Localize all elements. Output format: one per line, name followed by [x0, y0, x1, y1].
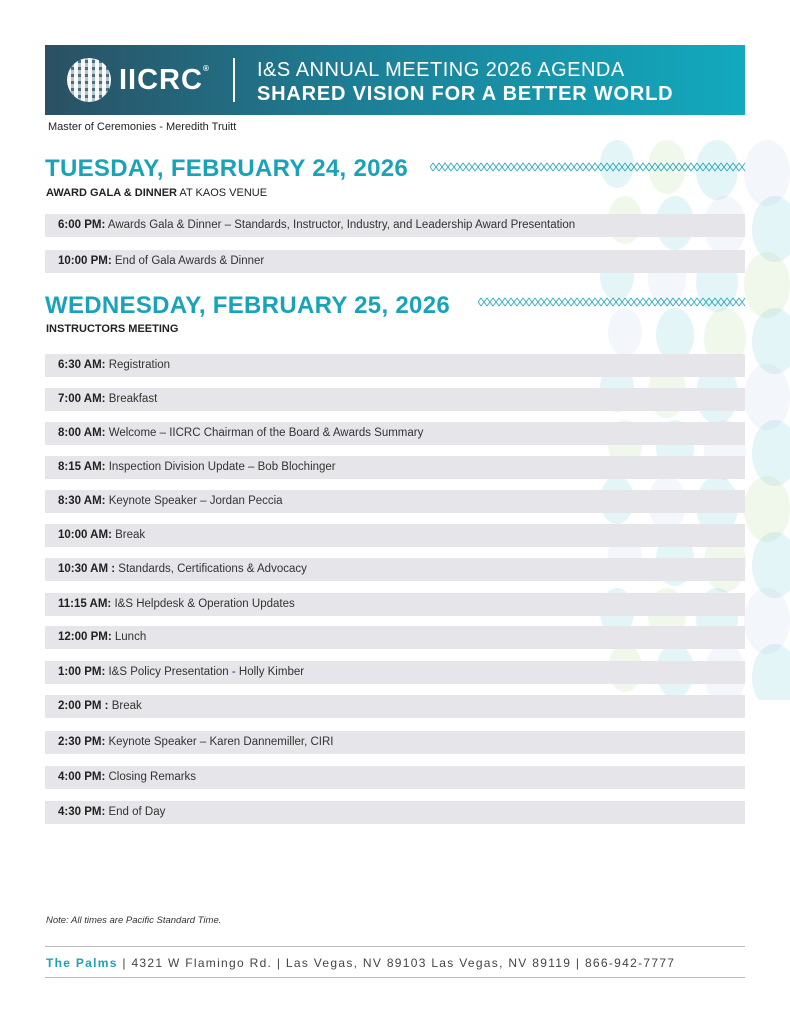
- footer-address: 4321 W Flamingo Rd.: [131, 956, 273, 970]
- agenda-item-text: [58, 598, 295, 610]
- agenda-item-text: [58, 700, 142, 712]
- zigzag-divider: [430, 162, 745, 172]
- agenda-row: [45, 801, 745, 824]
- decorative-dot: [744, 140, 790, 206]
- decorative-dot: [752, 644, 790, 700]
- agenda-time: 11:15 AM:: [58, 598, 112, 610]
- decorative-dot: [744, 252, 790, 318]
- agenda-row: [45, 214, 745, 237]
- agenda-time: 4:00 PM:: [58, 771, 106, 783]
- agenda-item-text: [58, 806, 165, 818]
- agenda-time: 6:30 AM:: [58, 359, 106, 371]
- day-title-wednesday: WEDNESDAY, FEBRUARY 25, 2026: [45, 292, 450, 319]
- iicrc-globe-logo-icon: [67, 58, 111, 102]
- agenda-description: Closing Remarks: [105, 771, 197, 783]
- agenda-item-text: [58, 529, 145, 541]
- agenda-item-text: [58, 666, 304, 678]
- header-divider: [233, 58, 235, 102]
- agenda-description: Break: [111, 529, 146, 541]
- footer-phone: 866-942-7777: [584, 956, 676, 970]
- time-zone-note: Note: All times are Pacific Standard Time.: [46, 915, 222, 926]
- decorative-dot: [744, 588, 790, 654]
- agenda-description: Keynote Speaker – Karen Dannemiller, CIRI: [105, 736, 334, 748]
- agenda-time: 12:00 PM:: [58, 631, 112, 643]
- agenda-row: [45, 422, 745, 445]
- header-banner: [45, 45, 745, 115]
- agenda-row: [45, 661, 745, 684]
- agenda-time: 7:00 AM:: [58, 393, 106, 405]
- agenda-time: 6:00 PM:: [58, 219, 106, 231]
- agenda-item-text: [58, 393, 157, 405]
- agenda-row: [45, 490, 745, 513]
- decorative-dot: [744, 364, 790, 430]
- agenda-description: Inspection Division Update – Bob Blochinger: [105, 461, 336, 473]
- agenda-description: I&S Policy Presentation - Holly Kimber: [105, 666, 305, 678]
- section-label-gala: AWARD GALA & DINNER AT KAOS VENUE: [46, 187, 268, 199]
- agenda-time: 4:30 PM:: [58, 806, 106, 818]
- footer-bottom-rule: [45, 977, 745, 978]
- header-subtitle: SHARED VISION FOR A BETTER WORLD: [257, 83, 674, 105]
- agenda-description: Welcome – IICRC Chairman of the Board & Awards Summary: [105, 427, 424, 439]
- agenda-row: [45, 695, 745, 718]
- agenda-time: 2:00 PM :: [58, 700, 109, 712]
- day-title-tuesday: TUESDAY, FEBRUARY 24, 2026: [45, 155, 409, 182]
- agenda-description: Standards, Certifications & Advocacy: [115, 563, 307, 575]
- agenda-description: Awards Gala & Dinner – Standards, Instructor, Industry, and Leadership Award Presentation: [105, 219, 576, 231]
- agenda-row: [45, 250, 745, 273]
- agenda-description: I&S Helpdesk & Operation Updates: [111, 598, 295, 610]
- agenda-item-text: [58, 771, 196, 783]
- agenda-row: [45, 593, 745, 616]
- agenda-description: Keynote Speaker – Jordan Peccia: [105, 495, 283, 507]
- decorative-dot: [608, 308, 642, 356]
- footer-separator: |: [575, 956, 581, 970]
- agenda-description: End of Gala Awards & Dinner: [111, 255, 265, 267]
- agenda-description: Lunch: [111, 631, 147, 643]
- agenda-item-text: [58, 563, 307, 575]
- agenda-item-text: [58, 255, 264, 267]
- agenda-description: Breakfast: [105, 393, 158, 405]
- agenda-row: [45, 388, 745, 411]
- agenda-description: Registration: [105, 359, 171, 371]
- agenda-time: 10:00 AM:: [58, 529, 112, 541]
- master-of-ceremonies: Master of Ceremonies - Meredith Truitt: [48, 121, 237, 133]
- agenda-item-text: [58, 495, 283, 507]
- footer-separator: |: [276, 956, 282, 970]
- agenda-item-text: [58, 631, 146, 643]
- agenda-row: [45, 766, 745, 789]
- agenda-time: 8:15 AM:: [58, 461, 106, 473]
- agenda-time: 10:00 PM:: [58, 255, 112, 267]
- agenda-time: 2:30 PM:: [58, 736, 106, 748]
- footer-separator: |: [122, 956, 127, 970]
- agenda-description: Break: [108, 700, 142, 712]
- agenda-time: 8:00 AM:: [58, 427, 106, 439]
- agenda-description: End of Day: [105, 806, 166, 818]
- agenda-item-text: [58, 461, 336, 473]
- section-label-instructors: INSTRUCTORS MEETING: [46, 323, 179, 335]
- decorative-dot: [744, 476, 790, 542]
- agenda-item-text: [58, 736, 334, 748]
- agenda-row: [45, 558, 745, 581]
- agenda-item-text: [58, 359, 170, 371]
- agenda-time: 8:30 AM:: [58, 495, 106, 507]
- footer-venue: The Palms: [46, 956, 118, 970]
- zigzag-divider: [478, 297, 745, 307]
- agenda-row: [45, 731, 745, 754]
- agenda-row: [45, 456, 745, 479]
- agenda-time: 10:30 AM :: [58, 563, 116, 575]
- footer-city: Las Vegas, NV 89103 Las Vegas, NV 89119: [285, 956, 572, 970]
- iicrc-logo: IICRC®: [119, 64, 210, 96]
- footer-address-bar: [46, 956, 675, 970]
- agenda-row: [45, 626, 745, 649]
- agenda-row: [45, 524, 745, 547]
- header-title: I&S ANNUAL MEETING 2026 AGENDA: [257, 59, 625, 81]
- agenda-row: [45, 354, 745, 377]
- agenda-item-text: [58, 219, 575, 231]
- agenda-item-text: [58, 427, 423, 439]
- agenda-time: 1:00 PM:: [58, 666, 106, 678]
- footer-top-rule: [45, 946, 745, 947]
